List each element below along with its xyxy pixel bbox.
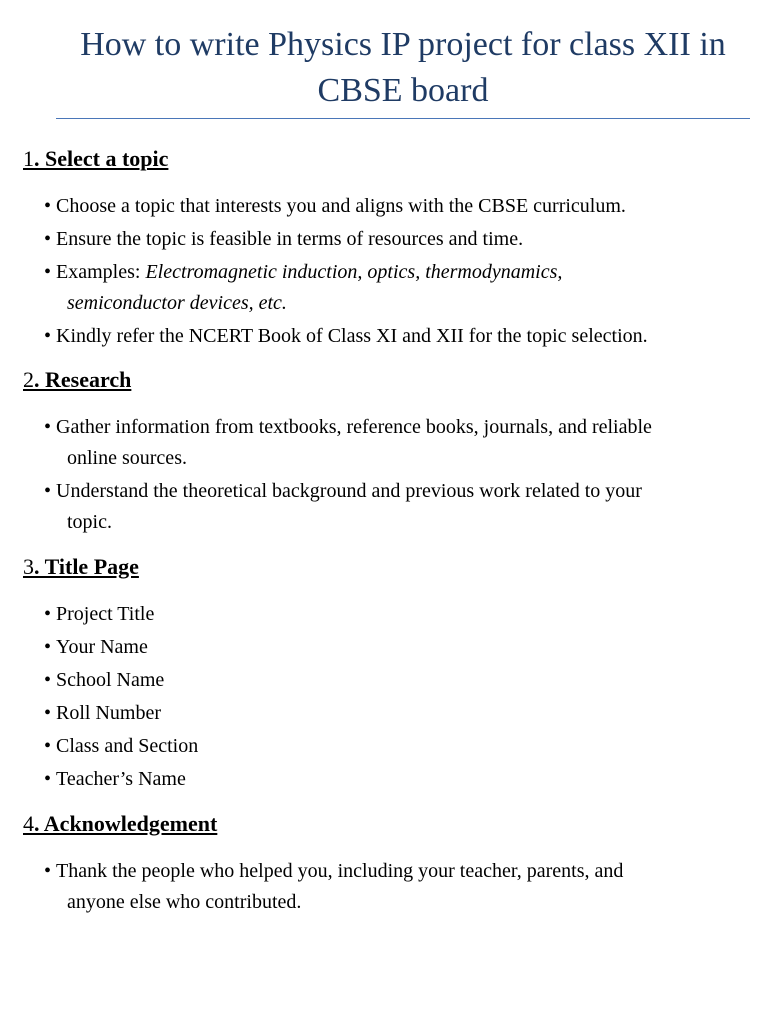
list-item: • Teacher’s Name (44, 764, 743, 795)
section-title-page (23, 553, 743, 797)
section-number: 1 (23, 146, 34, 171)
list-item: • Kindly refer the NCERT Book of Class XI and XII for the topic selection. (44, 321, 743, 352)
page-title-line-1: How to write Physics IP project for class XII in (80, 26, 726, 63)
bullet-icon: • (44, 261, 52, 283)
section-select-topic (23, 145, 743, 354)
bullet-icon: • (44, 325, 52, 347)
bullet-icon: • (44, 228, 52, 250)
section-number: 2 (23, 367, 34, 392)
section-heading (23, 810, 743, 838)
section-number: 3 (23, 554, 34, 579)
section-heading-text: . Research (34, 367, 132, 392)
section-heading (23, 553, 743, 581)
bullet-icon: • (44, 603, 52, 625)
list-item: • Class and Section (44, 731, 743, 762)
list-item: • Your Name (44, 632, 743, 663)
bullet-icon: • (44, 416, 52, 438)
page-title-line-2: CBSE board (317, 72, 489, 109)
bullet-icon: • (44, 768, 52, 790)
section-research (23, 366, 743, 540)
section-acknowledgement (23, 810, 743, 920)
list-item: • Project Title (44, 599, 743, 630)
title-divider (56, 118, 750, 119)
list-item: • School Name (44, 665, 743, 696)
bullet-icon: • (44, 636, 52, 658)
bullet-icon: • (44, 702, 52, 724)
list-item: • Thank the people who helped you, including your teacher, parents, and anyone else who contributed. (44, 856, 743, 918)
bullet-icon: • (44, 480, 52, 502)
page-title (56, 22, 750, 114)
list-item: • Understand the theoretical background and previous work related to your topic. (44, 476, 743, 538)
section-heading-text: . Select a topic (34, 146, 169, 171)
section-heading-text: . Acknowledgement (34, 811, 218, 836)
bullet-icon: • (44, 669, 52, 691)
section-number: 4 (23, 811, 34, 836)
bullet-icon: • (44, 735, 52, 757)
bullet-icon: • (44, 195, 52, 217)
list-item: • Choose a topic that interests you and aligns with the CBSE curriculum. (44, 191, 743, 222)
section-heading-text: . Title Page (34, 554, 139, 579)
section-heading (23, 145, 743, 173)
list-item: • Ensure the topic is feasible in terms of resources and time. (44, 224, 743, 255)
list-item: • Gather information from textbooks, reference books, journals, and reliable online sources. (44, 412, 743, 474)
section-heading (23, 366, 743, 394)
list-item: • Roll Number (44, 698, 743, 729)
list-item: • Examples: Electromagnetic induction, optics, thermodynamics, semiconductor devices, etc. (44, 257, 743, 319)
bullet-icon: • (44, 860, 52, 882)
